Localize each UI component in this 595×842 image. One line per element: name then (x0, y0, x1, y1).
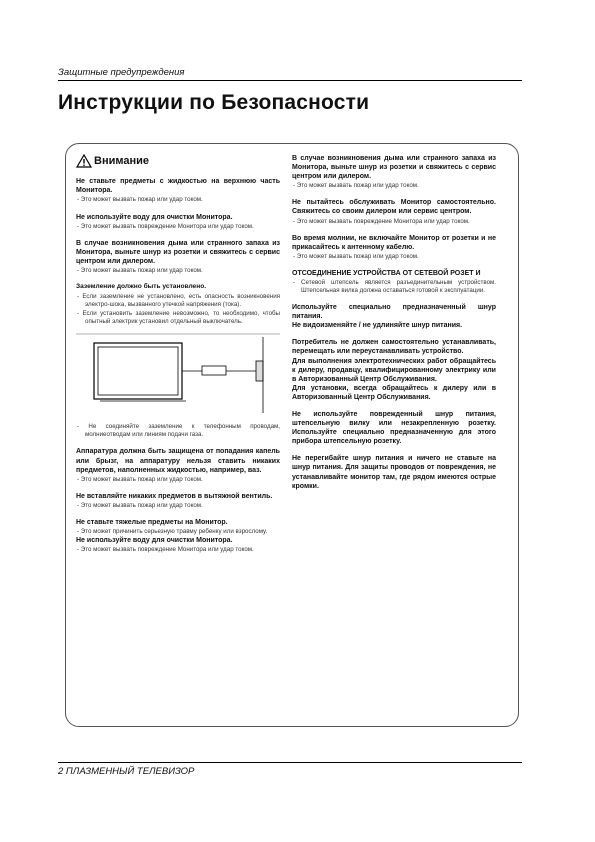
right-para-8: Не перегибайте шнур питания и ничего не ставьте на шнур питания. Для защиты проводов от повреждения, не устанавливайте монитор там, где рядом имеются острые кромки. (292, 455, 496, 490)
left-note-2: - Это может вызвать повреждение Монитора или удар током. (77, 222, 254, 230)
right-note-1: - Это может вызвать пожар или удар током. (293, 182, 419, 190)
footer-rule (58, 762, 522, 763)
right-para-2: Не пытайтесь обслуживать Монитор самостоятельно. Свяжитесь со своим дилером или сервис центром. (292, 199, 496, 216)
caution-heading (76, 154, 280, 168)
left-note-6: - Это может вызвать пожар или удар током. (77, 475, 203, 483)
right-para-7: Не используйте поврежденный шнур питания, штепсельную вилку или незакрепленную розетку. Используйте специально предназначенную для этого прибора штепсельную розетку. (292, 411, 496, 446)
right-para-5a: Используйте специально предназначенный шнур питания. (292, 304, 496, 321)
right-note-3: - Это может вызвать пожар или удар током. (293, 252, 419, 260)
warning-triangle-icon (76, 154, 92, 168)
left-para-7: Не вставляйте никаких предметов в вытяжной вентиль. (76, 492, 273, 500)
left-para-9: Не используйте воду для очистки Монитора. (76, 537, 233, 545)
right-para-6b: Для выполнения электротехнических работ обращайтесь к дилеру, продавцу, квалифицированному электрику или в Авторизованный Центр Обслуживания. (292, 357, 496, 383)
right-note-4: - Сетевой штепсель является разъединительным устройством. Штепсельная вилка должна оставаться готовой к эксплуатации. (293, 278, 496, 294)
left-note-5: - Не соединяйте заземление к телефонным проводам, молниеотводам или линиям подачи газа. (77, 423, 280, 439)
page-footer: 2 ПЛАЗМЕННЫЙ ТЕЛЕВИЗОР (58, 766, 195, 777)
left-column (76, 154, 280, 554)
right-para-3: Во время молнии, не включайте Монитор от розетки и не прикасайтесь к антенному кабелю. (292, 234, 496, 251)
left-para-2: Не используйте воду для очистки Монитора. (76, 213, 233, 221)
right-para-1: В случае возникновения дыма или странного запаха из Монитора, выньте шнур из розетки и свяжитесь с сервис центром или дилером. (292, 155, 496, 181)
right-column (292, 154, 496, 491)
header-rule (58, 80, 522, 81)
right-note-2: - Это может вызвать повреждение Монитора или удар током. (293, 217, 470, 225)
right-para-6c: Для установки, всегда обращайтесь к дилеру или в Авторизованный Центр Обслуживания. (292, 384, 496, 401)
grounding-diagram (76, 333, 280, 415)
left-para-3: В случае возникновения дыма или странного запаха из Монитора, выньте шнур из розетки и свяжитесь с сервис центром или дилером. (76, 239, 280, 265)
left-note-4a: - Если заземление не установлено, есть опасность возникновения электро-шока, вызванного утечкой напряжения (тока). (77, 292, 280, 308)
right-para-4: ОТСОЕДИНЕНИЕ УСТРОЙСТВА ОТ СЕТЕВОЙ РОЗЕТ И (292, 269, 481, 277)
section-header: Защитные предупреждения (58, 67, 185, 78)
left-note-9: - Это может вызвать повреждение Монитора или удар током. (77, 546, 254, 554)
right-para-6a: Потребитель не должен самостоятельно устанавливать, перемещать или переустанавливать устройство. (292, 339, 496, 356)
right-para-5b: Не видоизменяйте / не удлиняйте шнур питания. (292, 322, 463, 330)
caution-box (65, 143, 519, 727)
left-para-8: Не ставьте тяжелые предметы на Монитор. (76, 518, 228, 526)
page-title: Инструкции по Безопасности (58, 91, 370, 114)
left-note-4b: - Если установить заземление невозможно, то необходимо, чтобы опытный электрик установил отдельный выключатель. (77, 309, 280, 325)
left-note-7: - Это может вызвать пожар или удар током. (77, 501, 203, 509)
left-para-6: Аппаратура должна быть защищена от попадания капель или брызг, на аппаратуру нельзя ставить никаких предметов, наполненных жидкостью, например, ваз. (76, 448, 280, 474)
left-note-3: - Это может вызвать пожар или удар током. (77, 266, 203, 274)
left-para-4: Заземление должно быть установлено. (76, 283, 207, 291)
caution-label: Внимание (94, 155, 149, 167)
left-note-8: - Это может причинить серьезную травму ребенку или взрослому. (77, 528, 268, 536)
left-note-1: - Это может вызвать пожар или удар током. (77, 196, 203, 204)
left-para-1: Не ставьте предметы с жидкостью на верхнюю часть Монитора. (76, 178, 280, 195)
